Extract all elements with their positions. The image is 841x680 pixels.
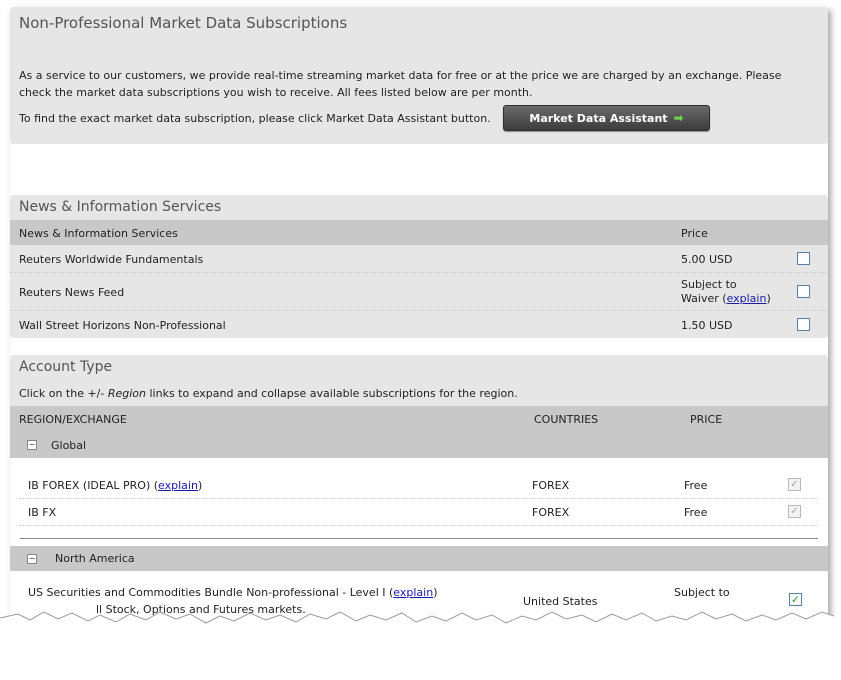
exchange-country: FOREX [532, 506, 570, 519]
news-col-service: News & Information Services [19, 227, 178, 240]
service-name: Reuters Worldwide Fundamentals [19, 253, 204, 266]
waiver-close: ) [766, 292, 771, 305]
subscribe-checkbox-disabled: ✓ [788, 478, 801, 491]
news-panel-title: News & Information Services [19, 199, 222, 215]
account-type-title: Account Type [19, 359, 113, 375]
exchange-price: Free [684, 506, 708, 519]
instruction-post: links to expand and collapse available subscriptions for the region. [146, 387, 518, 400]
exchange-country: FOREX [532, 479, 570, 492]
col-price: PRICE [690, 413, 723, 426]
service-name: Wall Street Horizons Non-Professional [19, 319, 226, 332]
explain-link[interactable]: explain [726, 292, 767, 305]
torn-edge-decoration [0, 594, 841, 680]
service-name: Reuters News Feed [19, 286, 125, 299]
account-type-panel [10, 355, 828, 622]
collapse-icon[interactable]: − [28, 440, 36, 449]
subscribe-checkbox[interactable] [797, 318, 810, 331]
service-price: 5.00 USD [681, 253, 733, 266]
arrow-right-icon: ➡ [673, 111, 684, 125]
row-divider [20, 498, 818, 499]
intro-text-line1: As a service to our customers, we provide real-time streaming market data for free or at the price we are charged by an exchange. Please [19, 69, 782, 82]
exchange-name [28, 479, 202, 492]
subscriptions-page [10, 7, 828, 622]
collapse-icon[interactable]: − [28, 554, 36, 563]
subscribe-checkbox-checked[interactable]: ✓ [790, 593, 801, 606]
table-row [10, 273, 828, 310]
service-price: 1.50 USD [681, 319, 733, 332]
table-row [10, 245, 828, 272]
region-instruction [19, 387, 518, 400]
waiver-label: Waiver ( [681, 292, 727, 305]
market-data-assistant-label: Market Data Assistant [529, 111, 668, 125]
region-global-label[interactable]: Global [51, 439, 87, 452]
page-title: Non-Professional Market Data Subscriptions [19, 14, 348, 32]
col-countries: COUNTRIES [534, 413, 599, 426]
global-region-body [10, 458, 828, 546]
subscribe-checkbox[interactable] [797, 285, 810, 298]
exchange-country: United States [523, 595, 598, 608]
service-price-line1: Subject to [681, 278, 737, 291]
news-panel [10, 195, 828, 338]
instruction-region: Region [107, 387, 146, 400]
exchange-price: Subject to [674, 586, 730, 599]
table-row [10, 311, 828, 338]
region-divider [20, 538, 818, 539]
news-table-header [10, 220, 828, 245]
exchange-name-post: ) [433, 586, 438, 599]
region-north-america-header [10, 546, 828, 571]
subscribe-checkbox-disabled: ✓ [788, 505, 801, 518]
service-price-line2 [681, 292, 771, 305]
assistant-prompt: To find the exact market data subscription, please click Market Data Assistant button. [19, 112, 491, 125]
intro-panel [10, 7, 828, 144]
instruction-pre: Click on the +/- [19, 387, 108, 400]
intro-text-line2: check the market data subscriptions you wish to receive. All fees listed below are per month. [19, 86, 533, 99]
row-divider [20, 525, 818, 526]
exchange-name-line2: ll Stock, Options and Futures markets. [96, 603, 306, 616]
explain-link[interactable]: explain [393, 586, 434, 599]
region-table-header [10, 406, 828, 458]
col-region-exchange: REGION/EXCHANGE [19, 413, 127, 426]
exchange-name-post: ) [197, 479, 203, 492]
region-north-america-label[interactable]: North America [55, 552, 135, 565]
exchange-name-pre: US Securities and Commodities Bundle Non-professional - Level I ( [28, 586, 394, 599]
exchange-price: Free [684, 479, 708, 492]
exchange-name-pre: IB FOREX (IDEAL PRO) ( [28, 479, 159, 492]
subscribe-checkbox[interactable] [797, 252, 810, 265]
exchange-name: IB FX [28, 506, 57, 519]
market-data-assistant-button[interactable] [503, 105, 710, 131]
news-col-price: Price [681, 227, 708, 240]
explain-link[interactable]: explain [158, 479, 198, 492]
